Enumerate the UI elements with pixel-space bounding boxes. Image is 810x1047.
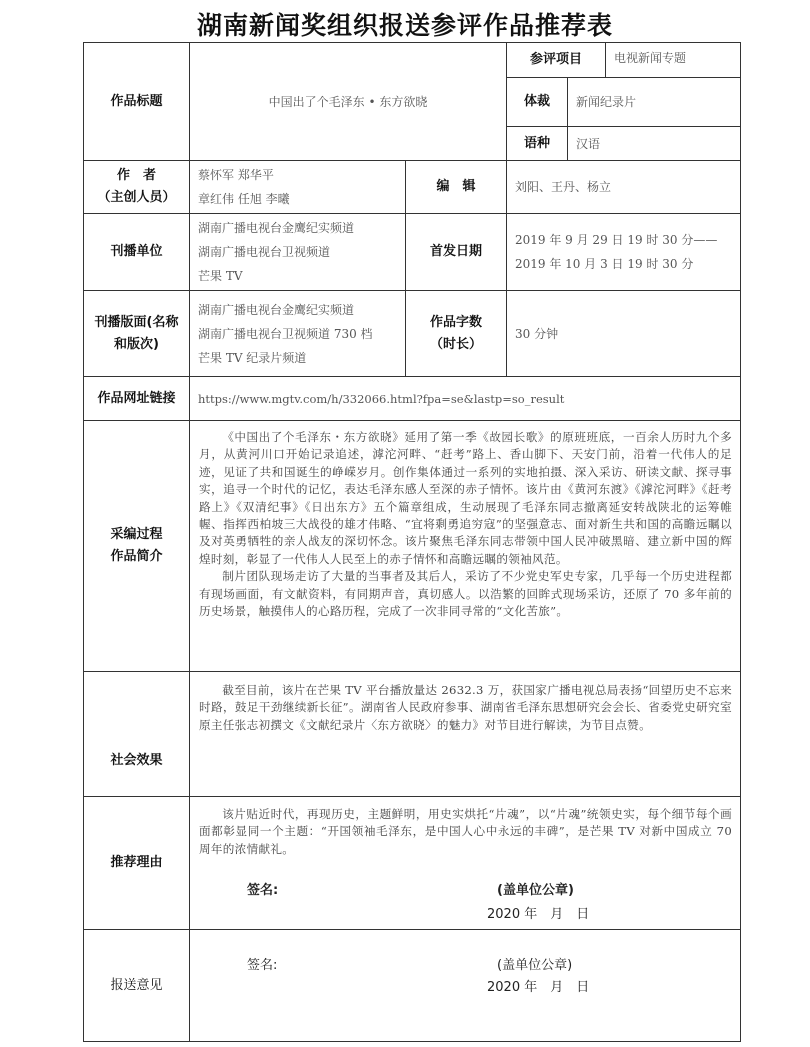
- url-link[interactable]: https://www.mgtv.com/h/332066.html?fpa=se&lastp=so_result: [198, 391, 565, 406]
- opinion-label-cell: [83, 929, 190, 1042]
- language-value: 汉语: [576, 136, 601, 151]
- editor-label-cell: [405, 160, 507, 214]
- language-label: 语种: [523, 135, 550, 151]
- opinion-label: 报送意见: [110, 977, 163, 993]
- editor-value: 刘阳、王丹、杨立: [515, 180, 612, 194]
- category-label-cell: [506, 42, 606, 78]
- url-label-cell: [83, 376, 190, 421]
- genre-label: 体裁: [523, 94, 550, 109]
- layout-line: 湖南广播电视台卫视频道 730 档: [198, 326, 373, 341]
- broadcaster-line: 湖南广播电视台卫视频道: [198, 245, 331, 259]
- length-label-cell: [405, 290, 507, 377]
- broadcaster-line: 湖南广播电视台金鹰纪实频道: [198, 221, 355, 235]
- layout-label-line1: 刊播版面(名称: [94, 314, 179, 330]
- url-label: 作品网址链接: [97, 390, 176, 406]
- author-label-cell: [83, 160, 190, 214]
- layout-line: 湖南广播电视台金鹰纪实频道: [198, 302, 355, 317]
- social-value-cell: [189, 671, 741, 797]
- category-value-cell: [605, 42, 741, 78]
- intro-value-cell: [189, 420, 741, 672]
- author-value-cell: [189, 160, 406, 214]
- layout-line: 芒果 TV 纪录片频道: [198, 350, 307, 365]
- author-label-line1: 作 者: [116, 168, 156, 183]
- author-line: 章红伟 任旭 李曦: [198, 192, 290, 206]
- length-value-cell: [506, 290, 741, 377]
- layout-label-line2: 和版次): [114, 336, 159, 352]
- opinion-date: 2020 年 月 日: [487, 980, 590, 995]
- work-title-label: 作品标题: [110, 93, 163, 109]
- recommend-signature-label: 签名:: [247, 883, 279, 898]
- intro-label-line1: 采编过程: [110, 527, 163, 542]
- first-date-line: 2019 年 9 月 29 日 19 时 30 分——: [515, 233, 718, 247]
- work-title-value-cell: [189, 42, 507, 161]
- opinion-stamp-label: (盖单位公章): [497, 958, 573, 973]
- social-label: 社会效果: [110, 753, 163, 768]
- first-date-label: 首发日期: [429, 244, 482, 259]
- broadcaster-value-cell: [189, 213, 406, 291]
- form-title: 湖南新闻奖组织报送参评作品推荐表: [196, 11, 613, 40]
- intro-label-cell: [83, 420, 190, 672]
- first-date-label-cell: [405, 213, 507, 291]
- url-value-cell: [189, 376, 741, 421]
- broadcaster-label: 刊播单位: [110, 244, 163, 259]
- broadcaster-label-cell: [83, 213, 190, 291]
- layout-label-cell: [83, 290, 190, 377]
- intro-paragraph: 《中国出了个毛泽东・东方欲晓》延用了第一季《故园长歌》的原班班底，一百余人历时九个多月，从黄河川口开始记录追述，滹沱河畔、“赶考”路上、香山脚下、天安门前，沿着一代伟人的足迹，见证了共和国诞生的峥嵘岁月。创作集体通过一系列的实地拍摄、深入采访、研读文献、探寻事实，追寻一个时代的记忆，表达毛泽东感人至深的赤子情怀。该片由《黄河东渡》《滹沱河畔》《赶考路上》《双清纪事》《日出东方》五个篇章组成，生动展现了毛泽东同志撤离延安转战陕北的运筹帷幄、指挥西柏坡三大战役的雄才伟略、“宜将剩勇追穷寇”的坚强意志、面对新生共和国的高瞻远瞩以及对英勇牺牲的亲人战友的深切怀念。该片聚焦毛泽东同志带领中国人民冲破黑暗、建立新中国的辉煌时刻，彰显了一代伟人人民至上的赤子情怀和高瞻远瞩的领袖风范。: [199, 430, 732, 566]
- broadcaster-line: 芒果 TV: [198, 269, 243, 283]
- language-value-cell: [567, 126, 741, 161]
- recommend-value-cell: [189, 796, 741, 930]
- category-value: 电视新闻专题: [614, 51, 687, 65]
- opinion-signature-label: 签名:: [247, 958, 278, 973]
- social-label-cell: [83, 671, 190, 797]
- opinion-value-cell: [189, 929, 741, 1042]
- length-label-line2: （时长）: [429, 336, 482, 352]
- intro-paragraph: 制片团队现场走访了大量的当事者及其后人，采访了不少党史军史专家，几乎每一个历史进程都有现场画面，有文献资料，有同期声音，真切感人。以浩繁的回眸式现场采访，还原了 70 多年前的历史场景，触摸伟人的心路历程，完成了一次非同寻常的“文化苦旅”。: [199, 569, 732, 619]
- length-value: 30 分钟: [515, 326, 559, 341]
- language-label-cell: [506, 126, 568, 161]
- intro-label-line2: 作品简介: [110, 549, 163, 564]
- work-title-label-cell: [83, 42, 190, 161]
- first-date-line: 2019 年 10 月 3 日 19 时 30 分: [515, 257, 694, 271]
- first-date-value-cell: [506, 213, 741, 291]
- genre-value: 新闻纪录片: [576, 95, 637, 109]
- recommend-stamp-label: (盖单位公章): [497, 883, 574, 898]
- recommend-label-cell: [83, 796, 190, 930]
- editor-label: 编 辑: [436, 179, 476, 194]
- editor-value-cell: [506, 160, 741, 214]
- recommend-label: 推荐理由: [110, 855, 163, 870]
- genre-value-cell: [567, 77, 741, 127]
- layout-value-cell: [189, 290, 406, 377]
- author-label-line2: （主创人员）: [97, 190, 176, 205]
- recommend-paragraph: 该片贴近时代，再现历史，主题鲜明，用史实烘托“片魂”，以“片魂”统领史实，每个细节每个画面都彰显同一个主题：“开国领袖毛泽东，是中国人心中永远的丰碑”，是芒果 TV 对新中国成立 70 周年的浓情献礼。: [199, 807, 732, 856]
- social-paragraph: 截至目前，该片在芒果 TV 平台播放量达 2632.3 万，获国家广播电视总局表扬“回望历史不忘来时路，鼓足干劲继续新长征”。湖南省人民政府参事、湖南省毛泽东思想研究会会长、省委党史研究室原主任张志初撰文《文献纪录片〈东方欲晓〉的魅力》对节目进行解读，为节目点赞。: [199, 683, 732, 732]
- work-title-value: 中国出了个毛泽东 • 东方欲晓: [268, 94, 428, 109]
- genre-label-cell: [506, 77, 568, 127]
- category-label: 参评项目: [529, 52, 582, 67]
- recommend-date: 2020 年 月 日: [487, 907, 590, 922]
- author-line: 蔡怀军 郑华平: [198, 168, 274, 182]
- length-label-line1: 作品字数: [429, 314, 482, 330]
